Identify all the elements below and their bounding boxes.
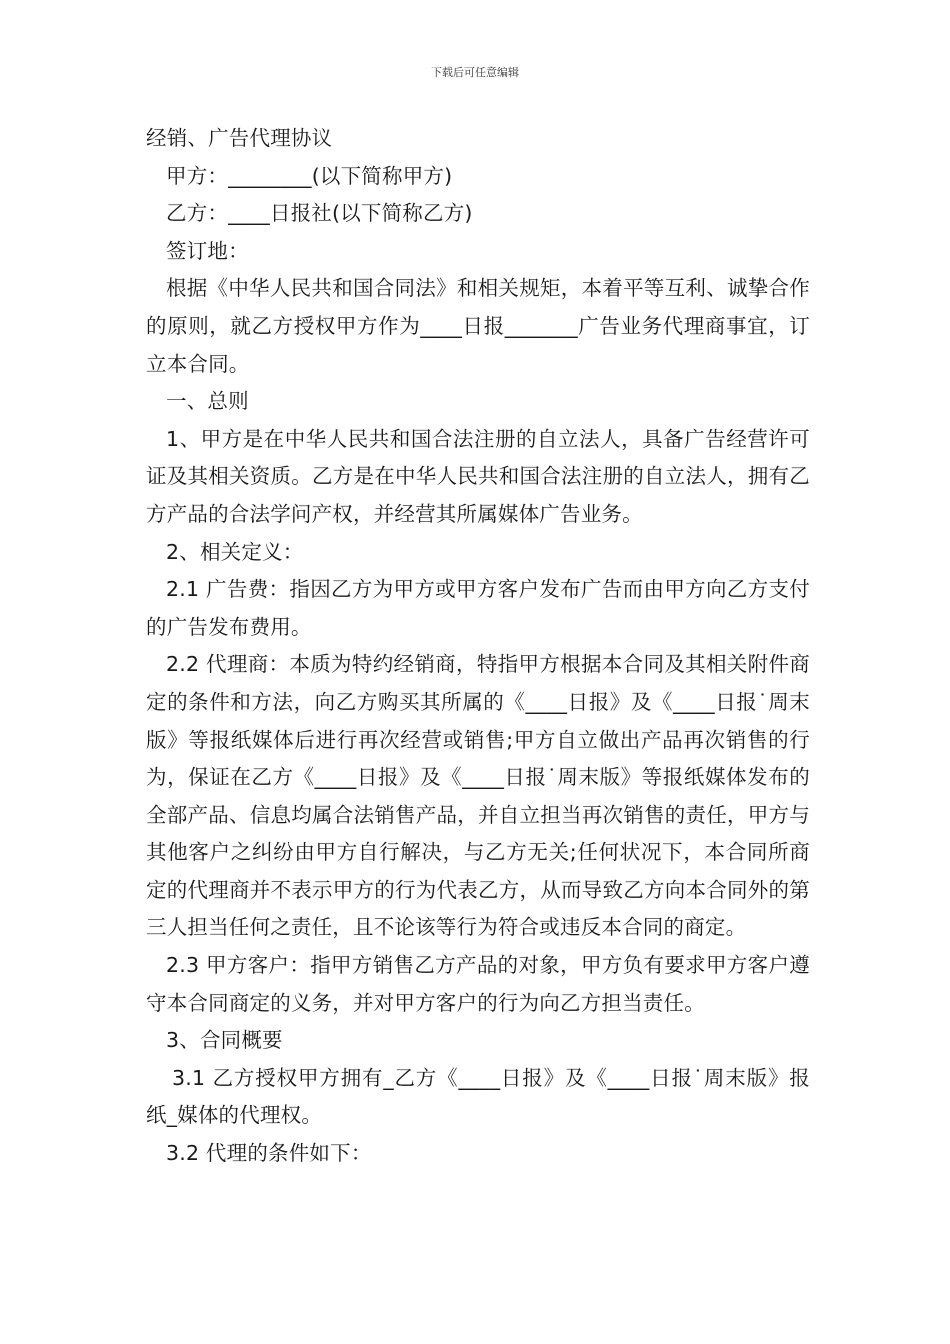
clause-2-1-paragraph: 2.1 广告费：指因乙方为甲方或甲方客户发布广告而由甲方向乙方支付的广告发布费用。 [146, 577, 810, 639]
header-note: 下载后可任意编辑 [431, 66, 519, 79]
clause-3-heading: 3、合同概要 [166, 1028, 283, 1053]
clause-2-heading: 2、相关定义： [166, 539, 304, 564]
party-b-line: 乙方：____日报社(以下简称乙方) [166, 201, 473, 226]
clause-3-2-paragraph: 3.2 代理的条件如下： [166, 1141, 372, 1166]
document-title: 经销、广告代理协议 [146, 126, 333, 150]
clause-1-paragraph: 1、甲方是在中华人民共和国合法注册的自立法人，具备广告经营许可证及其相关资质。乙方是在中华人民共和国合法注册的自立法人，拥有乙方产品的合法学问产权，并经营其所属媒体广告业务。 [146, 426, 810, 526]
preamble-paragraph: 根据《中华人民共和国合同法》和相关规矩，本着平等互利、诚挚合作的原则，就乙方授权甲方作为____日报_______广告业务代理商事宜，订立本合同。 [146, 276, 810, 376]
section-heading-general: 一、总则 [166, 389, 249, 414]
clause-3-1-paragraph: 3.1 乙方授权甲方拥有_乙方《____日报》及《____日报˙周末版》报纸_媒体的代理权。 [146, 1065, 810, 1128]
document-body [146, 120, 810, 1173]
signing-place-line: 签订地： [166, 238, 249, 263]
clause-2-2-paragraph: 2.2 代理商：本质为特约经销商，特指甲方根据本合同及其相关附件商定的条件和方法，向乙方购买其所属的《____日报》及《____日报˙周末版》等报纸媒体后进行再次经营或销售;甲方自立做出产品再次销售的行为，保证在乙方《____日报》及《____日报˙周末版》等报纸媒体发布的全部产品、信息均属合法销售产品，并自立担当再次销售的责任，甲方与其他客户之纠纷由甲方自行解决，与乙方无关;任何状况下，本合同所商定的代理商并不表示甲方的行为代表乙方，从而导致乙方向本合同外的第三人担当任何之责任，且不论该等行为符合或违反本合同的商定。 [146, 652, 810, 940]
party-a-line: 甲方：________(以下简称甲方) [166, 163, 453, 188]
clause-2-3-paragraph: 2.3 甲方客户：指甲方销售乙方产品的对象，甲方负有要求甲方客户遵守本合同商定的义务，并对甲方客户的行为向乙方担当责任。 [146, 953, 810, 1015]
